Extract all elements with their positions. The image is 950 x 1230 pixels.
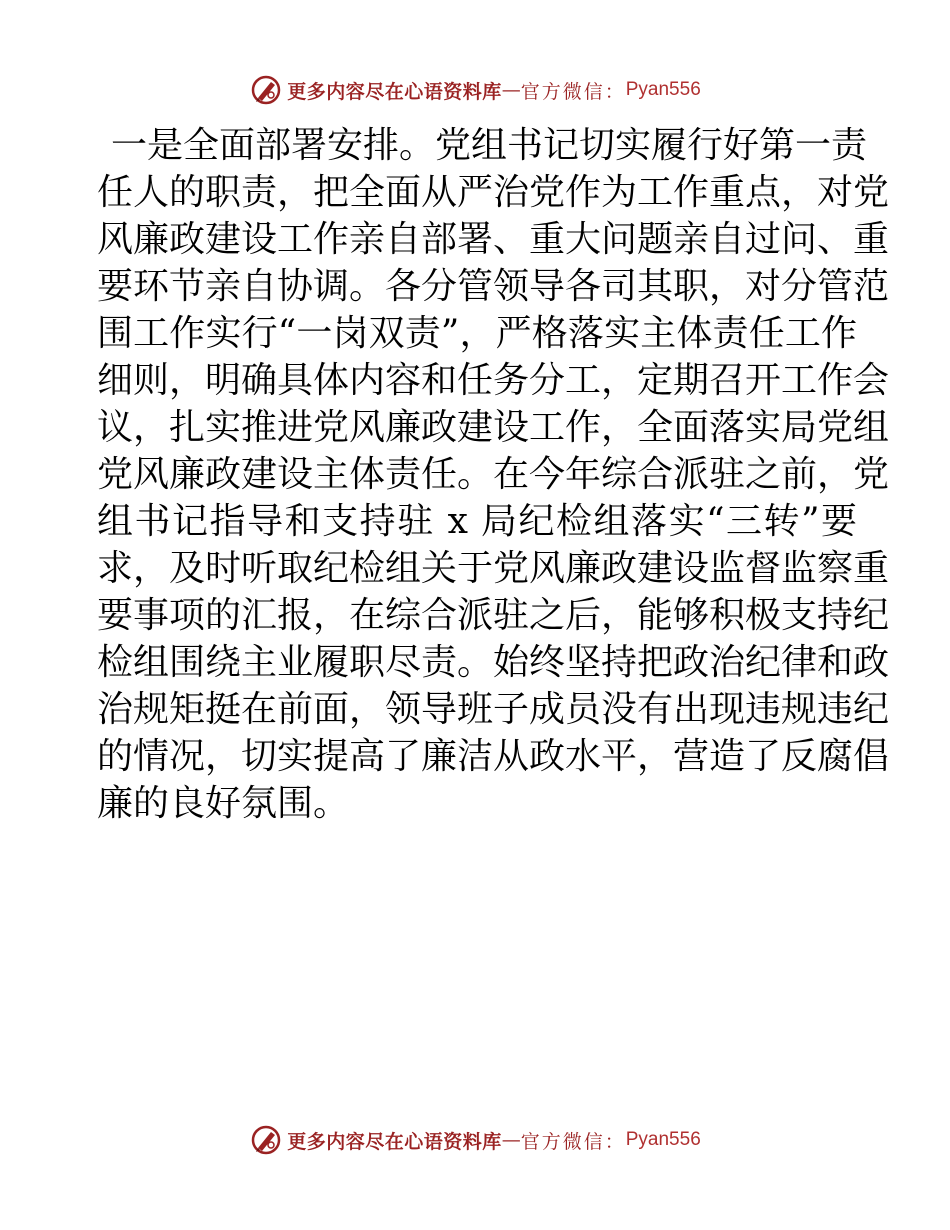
banner-separator: — bbox=[501, 1129, 521, 1151]
banner-official-label: 官方微信： bbox=[520, 80, 626, 103]
paragraph-line: 围工作实行“一岗双责”，严格落实主体责任工作 bbox=[97, 313, 857, 354]
banner-site-text: 更多内容尽在心语资料库 bbox=[287, 80, 502, 103]
header-banner bbox=[0, 70, 950, 110]
paragraph-line: 要事项的汇报，在综合派驻之后，能够积极支持纪 bbox=[97, 595, 890, 636]
pen-logo-icon bbox=[249, 73, 283, 107]
banner-site-text: 更多内容尽在心语资料库 bbox=[287, 1130, 502, 1153]
banner-separator: — bbox=[501, 79, 521, 101]
paragraph-line: 的情况，切实提高了廉洁从政水平，营造了反腐倡 bbox=[97, 736, 890, 777]
banner-wechat-id: Pyan556 bbox=[625, 79, 701, 100]
paragraph-line: 治规矩挺在前面，领导班子成员没有出现违规违纪 bbox=[97, 689, 890, 730]
paragraph-line: 党风廉政建设主体责任。在今年综合派驻之前，党 bbox=[97, 454, 890, 495]
paragraph-line: 要环节亲自协调。各分管领导各司其职，对分管范 bbox=[97, 266, 890, 307]
paragraph-line: 风廉政建设工作亲自部署、重大问题亲自过问、重 bbox=[97, 219, 890, 260]
paragraph-line: 议，扎实推进党风廉政建设工作，全面落实局党组 bbox=[97, 407, 890, 448]
paragraph-line: 任人的职责，把全面从严治党作为工作重点，对党 bbox=[97, 172, 890, 213]
banner-wechat-id: Pyan556 bbox=[625, 1129, 701, 1150]
paragraph-line: 一是全面部署安排。党组书记切实履行好第一责 bbox=[111, 125, 868, 166]
paragraph-line: 细则，明确具体内容和任务分工，定期召开工作会 bbox=[97, 360, 890, 401]
paragraph-line: 组书记指导和支持驻 x 局纪检组落实“三转”要 bbox=[97, 501, 857, 542]
footer-banner bbox=[0, 1120, 950, 1160]
document-paragraph bbox=[97, 122, 890, 827]
paragraph-line: 检组围绕主业履职尽责。始终坚持把政治纪律和政 bbox=[97, 642, 890, 683]
banner-official-label: 官方微信： bbox=[520, 1130, 626, 1153]
paragraph-line: 求，及时听取纪检组关于党风廉政建设监督监察重 bbox=[97, 548, 890, 589]
pen-logo-icon bbox=[249, 1123, 283, 1157]
paragraph-line: 廉的良好氛围。 bbox=[97, 783, 350, 824]
